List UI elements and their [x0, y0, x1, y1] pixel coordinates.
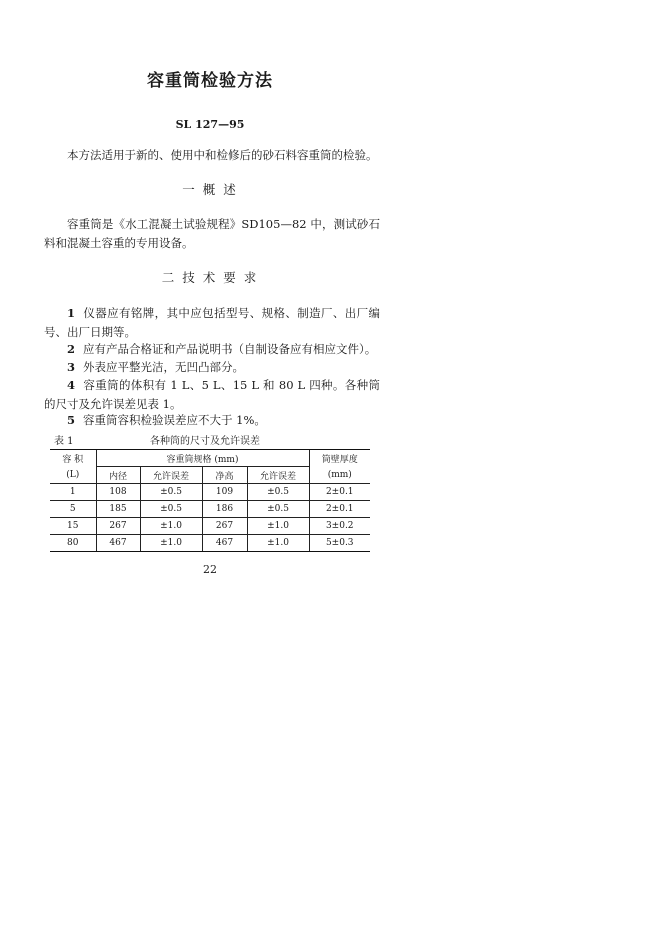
table-row [50, 535, 370, 552]
cell-inner-diameter: 467 [96, 535, 140, 552]
item-text: 仪器应有铭牌，其中应包括型号、规格、制造厂、出厂编号、出厂日期等。 [44, 306, 380, 339]
spec-table [50, 449, 370, 552]
cell-tolerance-1: ±1.0 [140, 535, 202, 552]
item-number: 5 [67, 413, 76, 427]
header-volume: 容 积 [50, 450, 96, 467]
cell-net-height: 109 [202, 484, 247, 501]
table-label: 表 1 [54, 436, 74, 447]
cell-wall: 2±0.1 [309, 501, 370, 518]
requirement-item [44, 340, 380, 359]
overview-paragraph: 容重筒是《水工混凝土试验规程》SD105—82 中，测试砂石料和混凝土容重的专用设备。 [44, 217, 380, 250]
table-row [50, 501, 370, 518]
document-title: 容重筒检验方法 [147, 71, 273, 91]
table-row [50, 518, 370, 535]
cell-inner-diameter: 267 [96, 518, 140, 535]
standard-code: SL 127—95 [175, 118, 245, 131]
item-number: 1 [67, 306, 76, 320]
cell-wall: 3±0.2 [309, 518, 370, 535]
cell-volume: 1 [50, 484, 96, 501]
item-text: 容重筒的体积有 1 L、5 L、15 L 和 80 L 四种。各种筒的尺寸及允许误差见表 1。 [44, 378, 380, 411]
cell-inner-diameter: 108 [96, 484, 140, 501]
cell-tolerance-2: ±0.5 [247, 484, 309, 501]
cell-volume: 5 [50, 501, 96, 518]
item-text: 容重筒容积检验误差应不大于 1%。 [83, 413, 266, 427]
cell-tolerance-1: ±1.0 [140, 518, 202, 535]
cell-tolerance-2: ±1.0 [247, 535, 309, 552]
cell-volume: 80 [50, 535, 96, 552]
requirement-item [44, 358, 380, 377]
cell-tolerance-1: ±0.5 [140, 484, 202, 501]
table-row [50, 484, 370, 501]
cell-tolerance-1: ±0.5 [140, 501, 202, 518]
cell-net-height: 267 [202, 518, 247, 535]
requirement-item [44, 304, 380, 342]
header-wall-unit: (mm) [309, 467, 370, 484]
header-tolerance-1: 允许误差 [140, 467, 202, 484]
header-inner-diameter: 内径 [96, 467, 140, 484]
item-text: 外表应平整光洁，无凹凸部分。 [83, 360, 245, 374]
item-text: 应有产品合格证和产品说明书（自制设备应有相应文件）。 [83, 342, 377, 356]
header-net-height: 净高 [202, 467, 247, 484]
cell-tolerance-2: ±0.5 [247, 501, 309, 518]
cell-net-height: 467 [202, 535, 247, 552]
requirement-item [44, 411, 380, 430]
cell-inner-diameter: 185 [96, 501, 140, 518]
header-volume-unit: (L) [66, 469, 80, 480]
section-heading-requirements: 二 技 术 要 求 [161, 270, 259, 285]
item-number: 2 [67, 342, 76, 356]
item-number: 4 [67, 378, 76, 392]
header-tolerance-2: 允许误差 [247, 467, 309, 484]
requirement-item [44, 376, 380, 414]
header-wall: 筒壁厚度 [309, 450, 370, 467]
table-caption: 各种筒的尺寸及允许误差 [150, 436, 260, 447]
scope-paragraph: 本方法适用于新的、使用中和检修后的砂石料容重筒的检验。 [67, 148, 378, 162]
cell-volume: 15 [50, 518, 96, 535]
header-spec-group: 容重筒规格 (mm) [96, 450, 309, 467]
cell-wall: 2±0.1 [309, 484, 370, 501]
cell-wall: 5±0.3 [309, 535, 370, 552]
item-number: 3 [67, 360, 76, 374]
cell-net-height: 186 [202, 501, 247, 518]
page-number: 22 [203, 563, 217, 576]
cell-tolerance-2: ±1.0 [247, 518, 309, 535]
section-heading-overview: 一 概 述 [182, 182, 238, 197]
